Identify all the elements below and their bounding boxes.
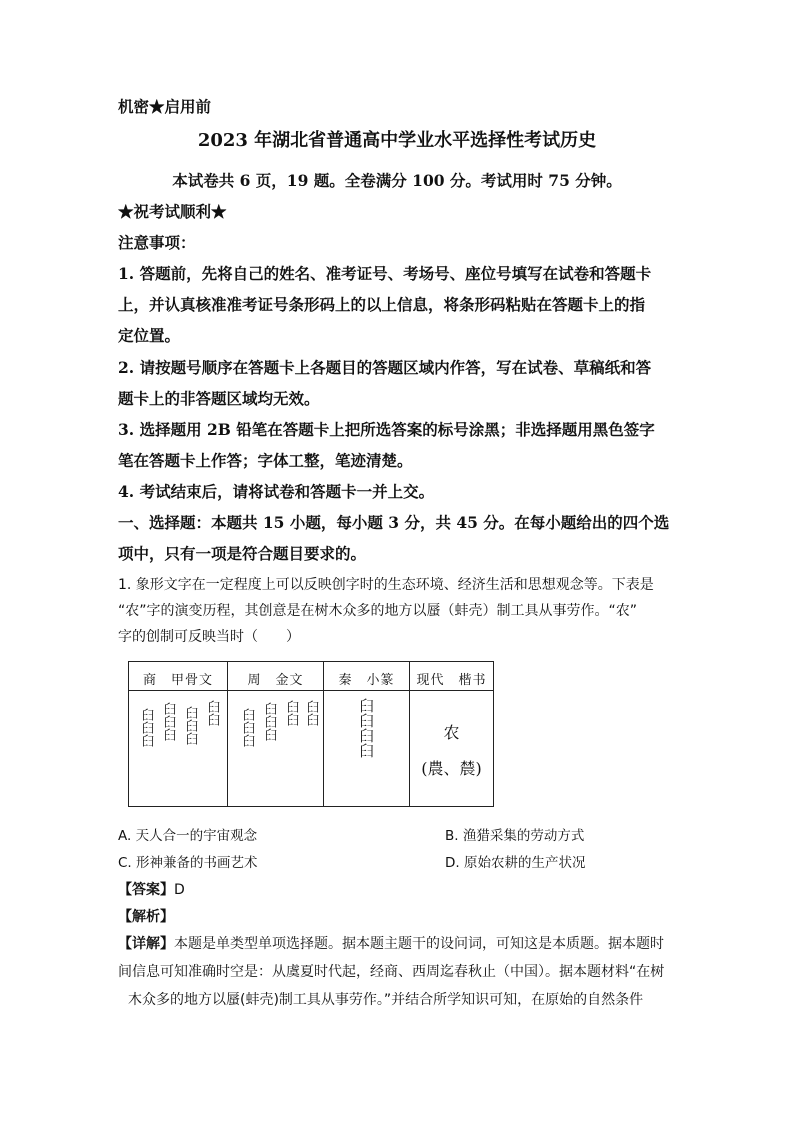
exam-title: 2023 年湖北省普通高中学业水平选择性考试历史 bbox=[197, 130, 597, 151]
notes-heading: 注意事项： bbox=[118, 233, 196, 252]
question-stem: 字的创制可反映当时（ ） bbox=[118, 629, 300, 645]
option-c: C. 形神兼备的书画艺术 bbox=[118, 855, 258, 871]
question-stem: “农”字的演变历程，其创意是在树木众多的地方以蜃（蚌壳）制工具从事劳作。“农” bbox=[118, 603, 638, 619]
traditional-variants: (農、辳) bbox=[421, 759, 482, 778]
detail-text: 木众多的地方以蜃(蚌壳)制工具从事劳作。”并结合所学知识可知，在原始的自然条件 bbox=[128, 992, 644, 1008]
glyph-image: 𦥑𦥑𦥑 bbox=[261, 702, 277, 741]
option-a: A. 天人合一的宇宙观念 bbox=[118, 828, 258, 844]
detail-label: 【详解】 bbox=[118, 936, 174, 952]
answer-line bbox=[118, 879, 185, 899]
detail-line bbox=[118, 933, 664, 953]
glyph-image: 𦥑𦥑𦥑𦥑 bbox=[357, 698, 376, 758]
note-line: 题卡上的非答题区域均无效。 bbox=[118, 389, 320, 408]
table-header: 商 甲骨文 bbox=[142, 673, 213, 688]
section-heading: 一、选择题：本题共 15 小题，每小题 3 分，共 45 分。在每小题给出的四个选 bbox=[118, 513, 670, 532]
bronze-glyphs bbox=[228, 700, 323, 800]
detail-text: 间信息可知准确时空是：从虞夏时代起，经商、西周迄春秋止（中国）。据本题材料“在树 bbox=[118, 964, 665, 980]
seal-script-glyphs bbox=[324, 700, 409, 800]
answer-label: 【答案】 bbox=[118, 882, 174, 898]
exam-subtitle: 本试卷共 6 页，19 题。全卷满分 100 分。考试用时 75 分钟。 bbox=[172, 171, 622, 190]
glyph-image: 𦥑𦥑 bbox=[204, 700, 220, 726]
table-header: 周 金文 bbox=[247, 673, 304, 688]
analysis-line bbox=[118, 906, 174, 926]
note-line: 3. 选择题用 2B 铅笔在答题卡上把所选答案的标号涂黑；非选择题用黑色签字 bbox=[118, 420, 655, 439]
glyph-image: 𦥑𦥑𦥑 bbox=[239, 708, 255, 747]
analysis-label: 【解析】 bbox=[118, 909, 174, 925]
table-header-rule bbox=[129, 662, 493, 691]
glyph-image: 𦥑𦥑𦥑 bbox=[160, 702, 176, 741]
detail-text: 本题是单类型单项选择题。据本题主题干的设问词，可知这是本质题。据本题时 bbox=[174, 936, 664, 952]
glyph-image: 𦥑𦥑 bbox=[303, 700, 319, 726]
note-line: 定位置。 bbox=[118, 326, 181, 345]
table-header: 现代 楷书 bbox=[416, 673, 487, 688]
note-line: 上，并认真核准准考证号条形码上的以上信息，将条形码粘贴在答题卡上的指 bbox=[118, 295, 646, 314]
confidential-label: 机密★启用前 bbox=[118, 97, 212, 116]
good-luck-line: ★祝考试顺利★ bbox=[118, 202, 227, 221]
glyph-image: 𦥑𦥑𦥑 bbox=[182, 706, 198, 745]
modern-character: 农 bbox=[443, 723, 460, 742]
section-heading-cont: 项中，只有一项是符合题目要求的。 bbox=[118, 544, 367, 563]
character-evolution-table bbox=[128, 661, 494, 807]
option-d: D. 原始农耕的生产状况 bbox=[445, 855, 586, 871]
note-line: 1. 答题前，先将自己的姓名、准考证号、考场号、座位号填写在试卷和答题卡 bbox=[118, 264, 652, 283]
glyph-image: 𦥑𦥑 bbox=[283, 700, 299, 726]
table-header: 秦 小篆 bbox=[338, 673, 395, 688]
option-b: B. 渔猎采集的劳动方式 bbox=[445, 828, 585, 844]
note-line: 笔在答题卡上作答；字体工整，笔迹清楚。 bbox=[118, 451, 413, 470]
note-line: 2. 请按题号顺序在答题卡上各题目的答题区域内作答，写在试卷、草稿纸和答 bbox=[118, 358, 652, 377]
question-stem: 1. 象形文字在一定程度上可以反映创字时的生态环境、经济生活和思想观念等。下表是 bbox=[118, 577, 654, 593]
glyph-image: 𦥑𦥑𦥑 bbox=[138, 708, 154, 747]
oracle-bone-glyphs bbox=[129, 700, 227, 800]
note-line: 4. 考试结束后，请将试卷和答题卡一并上交。 bbox=[118, 482, 435, 501]
answer-value: D bbox=[174, 882, 185, 898]
